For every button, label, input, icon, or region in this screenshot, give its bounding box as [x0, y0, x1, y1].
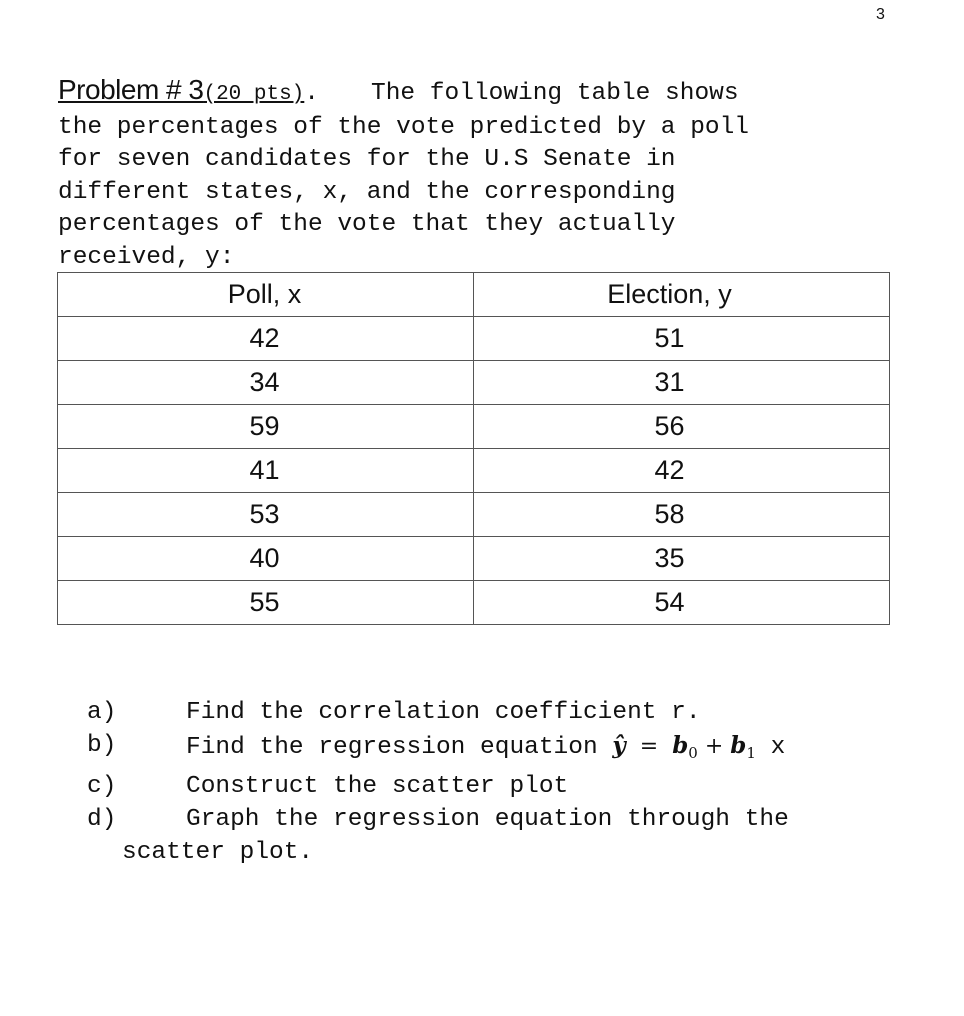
election-cell: 42 [474, 449, 890, 493]
table-row [58, 405, 890, 449]
problem-title: Problem # 3 [58, 74, 204, 105]
poll-cell: 40 [58, 537, 474, 581]
plus-sign: + [704, 734, 724, 759]
poll-cell: 34 [58, 361, 474, 405]
question-d-continuation: scatter plot. [122, 839, 314, 866]
problem-points: (20 pts) [203, 83, 305, 106]
question-list [87, 696, 907, 869]
poll-cell: 41 [58, 449, 474, 493]
question-text: Graph the regression equation through the [186, 806, 789, 833]
question-a [87, 696, 907, 729]
election-cell: 54 [474, 581, 890, 625]
poll-cell: 42 [58, 317, 474, 361]
header-poll-x: Poll, x [58, 273, 474, 317]
question-letter: a) [87, 699, 117, 726]
table-header-row [58, 273, 890, 317]
header-election-y: Election, y [474, 273, 890, 317]
problem-statement [58, 74, 898, 274]
poll-cell: 59 [58, 405, 474, 449]
problem-line-1 [58, 74, 898, 112]
question-text: Find the correlation coefficient r. [186, 699, 701, 726]
problem-line-3: for seven candidates for the U.S Senate in [58, 146, 676, 173]
poll-cell: 53 [58, 493, 474, 537]
question-c [87, 770, 907, 803]
election-cell: 35 [474, 537, 890, 581]
election-cell: 58 [474, 493, 890, 537]
x-symbol: x [770, 734, 786, 761]
election-cell: 51 [474, 317, 890, 361]
b1-symbol: $b_1$ [730, 732, 756, 762]
problem-line-5: percentages of the vote that they actually [58, 211, 676, 238]
question-text: Construct the scatter plot [186, 773, 569, 800]
table-row [58, 361, 890, 405]
question-text: Find the regression equation ŷ = $b_0 + b_1$ x [186, 732, 786, 762]
question-b [87, 729, 907, 770]
problem-line-6: received, y: [58, 243, 235, 271]
election-cell: 31 [474, 361, 890, 405]
table-row [58, 537, 890, 581]
problem-line-2: the percentages of the vote predicted by a poll [58, 113, 750, 141]
problem-line-4: different states, x, and the corresponding [58, 178, 676, 206]
poll-cell: 55 [58, 581, 474, 625]
question-letter: c) [87, 773, 117, 800]
table-row [58, 581, 890, 625]
table-row [58, 493, 890, 537]
title-period: . [304, 80, 319, 107]
table-row [58, 449, 890, 493]
y-hat-symbol: ŷ [612, 732, 626, 759]
equals-sign: = [639, 734, 659, 759]
problem-line-1-text: The following table shows [371, 80, 739, 107]
data-table [57, 272, 890, 625]
table-row [58, 317, 890, 361]
question-d [87, 803, 907, 836]
election-cell: 56 [474, 405, 890, 449]
question-letter: b) [87, 732, 117, 759]
b0-symbol: $b_0$ [672, 732, 698, 762]
question-letter: d) [87, 806, 117, 833]
page-number: 3 [876, 6, 885, 23]
